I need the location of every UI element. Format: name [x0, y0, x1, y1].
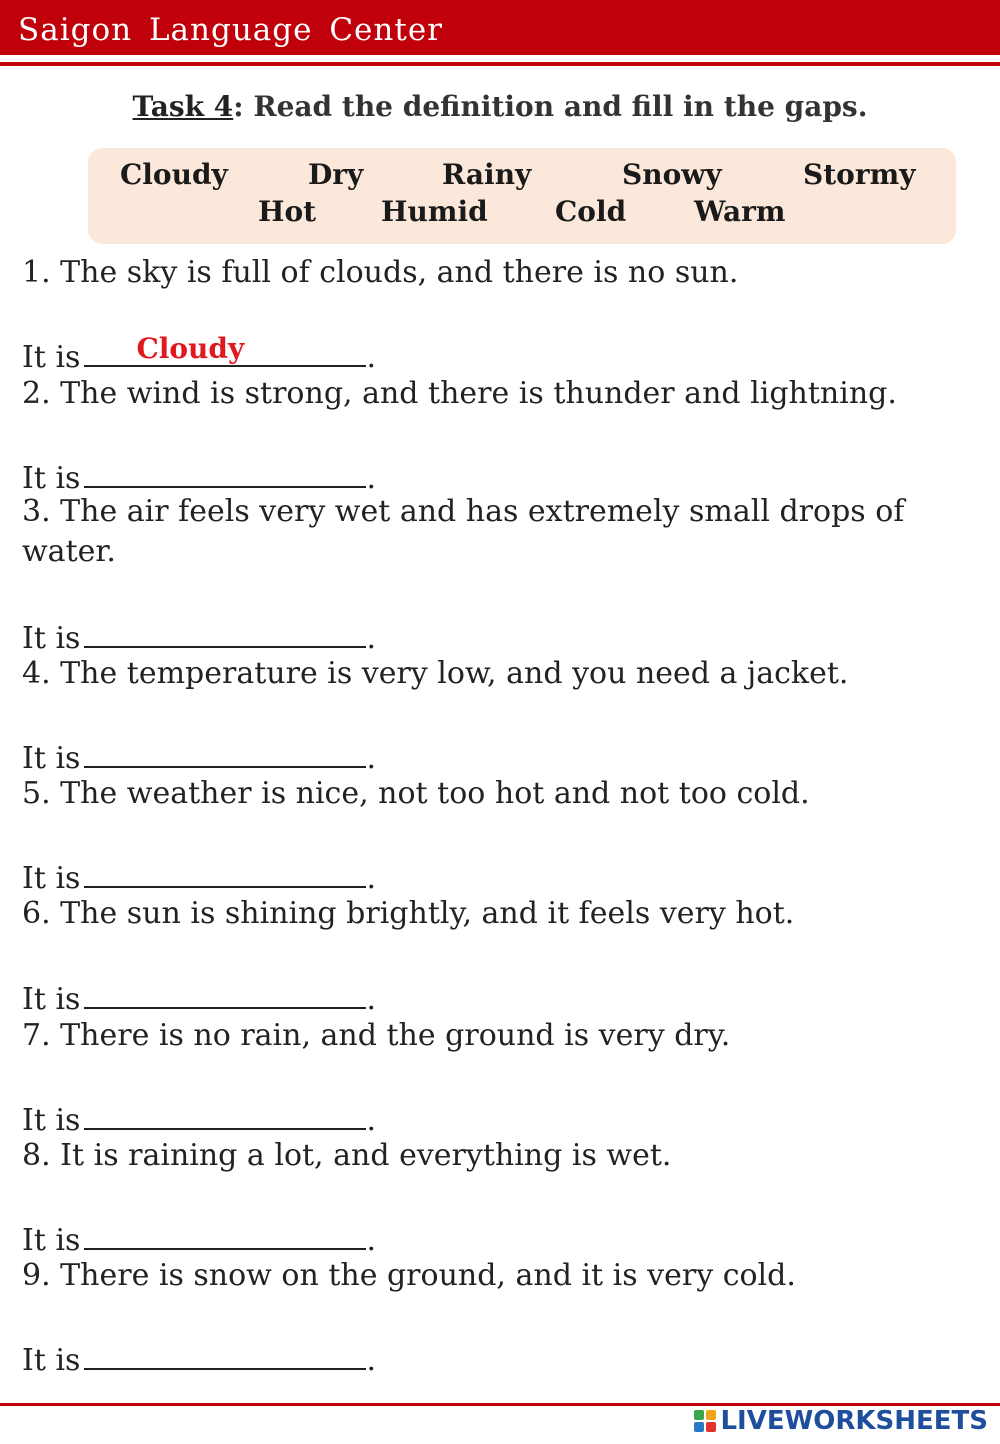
- answer-line: [22, 332, 376, 375]
- question-text: 1. The sky is full of clouds, and there is no sun.: [22, 255, 739, 290]
- answer-suffix: .: [366, 621, 376, 656]
- question-text: 3. The air feels very wet and has extremely small drops of water.: [22, 494, 905, 569]
- question-text: 8. It is raining a lot, and everything is wet.: [22, 1138, 672, 1173]
- question-text: 4. The temperature is very low, and you need a jacket.: [22, 656, 849, 691]
- answer-prefix: It is: [22, 861, 81, 896]
- answer-prefix: It is: [22, 621, 81, 656]
- answer-line: [22, 1338, 376, 1378]
- answer-blank[interactable]: [84, 736, 366, 768]
- word-bank-item[interactable]: Dry: [308, 158, 364, 191]
- answer-blank[interactable]: [84, 456, 366, 488]
- answer-blank[interactable]: [84, 856, 366, 888]
- answer-blank[interactable]: [84, 1218, 366, 1250]
- answer-suffix: .: [366, 1103, 376, 1138]
- answer-blank[interactable]: [84, 1098, 366, 1130]
- answer-blank[interactable]: [84, 1338, 366, 1370]
- answer-line: [22, 456, 376, 496]
- answer-blank[interactable]: [84, 332, 366, 367]
- answer-suffix: .: [366, 461, 376, 496]
- word-bank-item[interactable]: Rainy: [442, 158, 532, 191]
- header-divider: [0, 62, 1000, 66]
- answer-suffix: .: [366, 340, 376, 375]
- word-bank-item[interactable]: Cold: [555, 195, 627, 228]
- header-title: Saigon Language Center: [18, 12, 443, 48]
- word-bank-item[interactable]: Humid: [381, 195, 488, 228]
- answer-line: [22, 856, 376, 896]
- word-bank: [88, 148, 956, 244]
- answer-line: [22, 1098, 376, 1138]
- answer-prefix: It is: [22, 1103, 81, 1138]
- answer-prefix: It is: [22, 982, 81, 1017]
- task-label: Task 4: [132, 90, 234, 123]
- brand-name: LIVEWORKSHEETS: [720, 1406, 988, 1436]
- header-bar: [0, 0, 1000, 55]
- task-instruction: : Read the definition and fill in the gaps.: [233, 90, 868, 123]
- answer-prefix: It is: [22, 741, 81, 776]
- answer-line: [22, 977, 376, 1017]
- answer-prefix: It is: [22, 461, 81, 496]
- answer-blank[interactable]: [84, 616, 366, 648]
- answer-suffix: .: [366, 1343, 376, 1378]
- answer-line: [22, 1218, 376, 1258]
- question-text: 6. The sun is shining brightly, and it feels very hot.: [22, 896, 795, 931]
- word-bank-item[interactable]: Snowy: [622, 158, 722, 191]
- word-bank-item[interactable]: Stormy: [803, 158, 916, 191]
- answer-suffix: .: [366, 1223, 376, 1258]
- answer-prefix: It is: [22, 340, 81, 375]
- brand-logo[interactable]: [694, 1404, 988, 1438]
- question-text: 9. There is snow on the ground, and it is very cold.: [22, 1258, 796, 1293]
- word-bank-item[interactable]: Cloudy: [120, 158, 228, 191]
- answer-suffix: .: [366, 982, 376, 1017]
- word-bank-item[interactable]: Warm: [694, 195, 786, 228]
- answer-suffix: .: [366, 741, 376, 776]
- task-title: [0, 90, 1000, 123]
- question-text: 7. There is no rain, and the ground is very dry.: [22, 1018, 731, 1053]
- answer-line: [22, 736, 376, 776]
- answer-blank[interactable]: [84, 977, 366, 1009]
- answer-prefix: It is: [22, 1343, 81, 1378]
- liveworksheets-logo-icon: [694, 1410, 716, 1432]
- answer-line: [22, 616, 376, 656]
- answer-prefix: It is: [22, 1223, 81, 1258]
- answer-suffix: .: [366, 861, 376, 896]
- question-text: 2. The wind is strong, and there is thunder and lightning.: [22, 376, 897, 411]
- question-text: 5. The weather is nice, not too hot and not too cold.: [22, 776, 810, 811]
- word-bank-item[interactable]: Hot: [258, 195, 317, 228]
- answer-value: Cloudy: [136, 332, 245, 365]
